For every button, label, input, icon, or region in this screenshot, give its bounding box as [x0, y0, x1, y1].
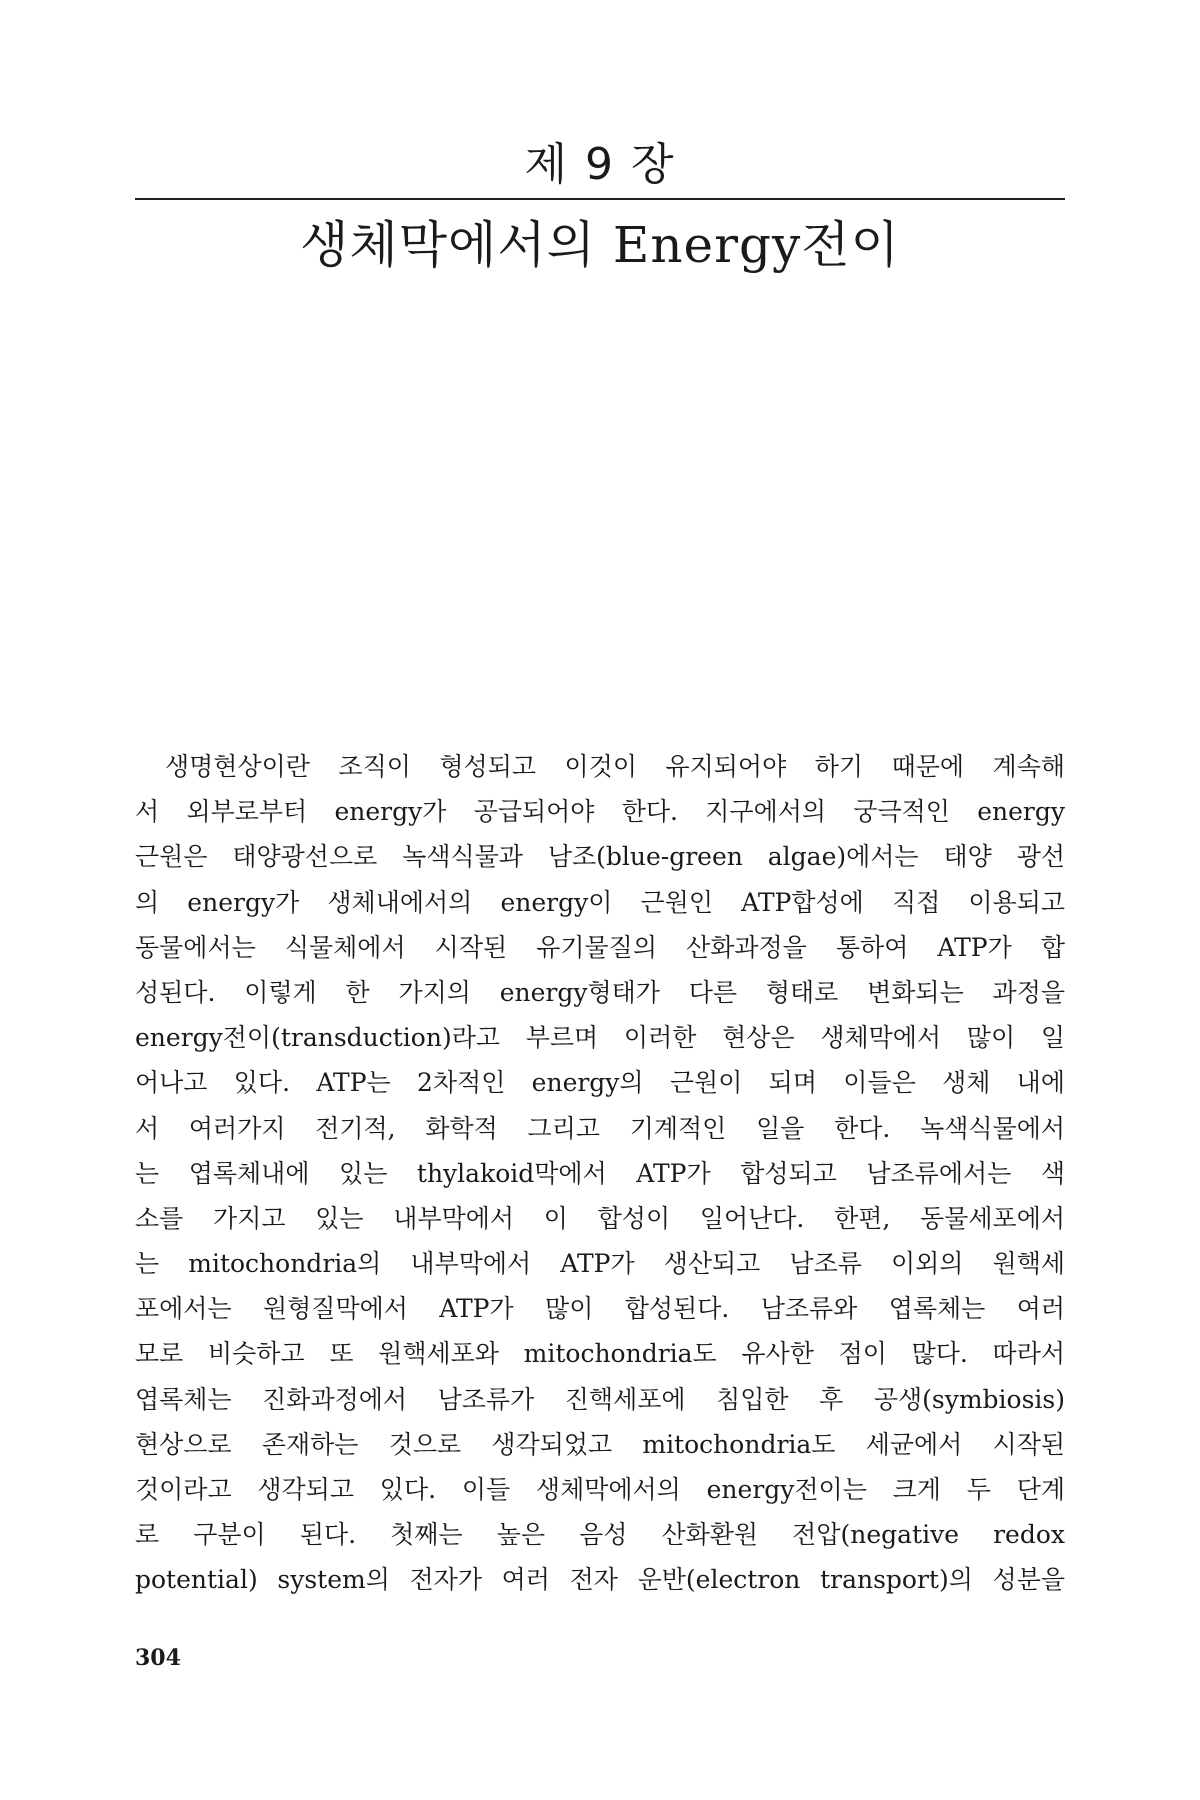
- text-line: 서 외부로부터 energy가 공급되어야 한다. 지구에서의 궁극적인 energy: [135, 797, 1065, 827]
- text-line: 는 엽록체내에 있는 thylakoid막에서 ATP가 합성되고 남조류에서는 색: [135, 1158, 1065, 1188]
- chapter-number: 제 9 장: [524, 139, 676, 190]
- text-line: 서 여러가지 전기적, 화학적 그리고 기계적인 일을 한다. 녹색식물에서: [135, 1113, 1065, 1143]
- text-line: 모로 비슷하고 또 원핵세포와 mitochondria도 유사한 점이 많다. 따라서: [135, 1339, 1065, 1369]
- text-line: potential) system의 전자가 여러 전자 운반(electron transport)의 성분을: [135, 1565, 1065, 1595]
- text-line: energy전이(transduction)라고 부르며 이러한 현상은 생체막에서 많이 일: [135, 1023, 1065, 1053]
- title-divider: [135, 198, 1065, 200]
- text-line: 엽록체는 진화과정에서 남조류가 진핵세포에 침입한 후 공생(symbiosis): [135, 1384, 1065, 1414]
- text-line: 로 구분이 된다. 첫째는 높은 음성 산화환원 전압(negative redox: [135, 1520, 1065, 1550]
- chapter-title: 생체막에서의 Energy전이: [300, 216, 900, 274]
- text-line: 의 energy가 생체내에서의 energy이 근원인 ATP합성에 직접 이용되고: [135, 887, 1065, 917]
- text-line: 것이라고 생각되고 있다. 이들 생체막에서의 energy전이는 크게 두 단계: [135, 1475, 1065, 1504]
- text-line: 소를 가지고 있는 내부막에서 이 합성이 일어난다. 한편, 동물세포에서: [135, 1203, 1065, 1233]
- text-line: 근원은 태양광선으로 녹색식물과 남조(blue-green algae)에서는 태양 광선: [135, 842, 1065, 872]
- text-line: 포에서는 원형질막에서 ATP가 많이 합성된다. 남조류와 엽록체는 여러: [135, 1294, 1065, 1324]
- text-line: 생명현상이란 조직이 형성되고 이것이 유지되어야 하기 때문에 계속해: [165, 752, 1065, 781]
- text-line: 는 mitochondria의 내부막에서 ATP가 생산되고 남조류 이외의 원핵세: [135, 1249, 1065, 1279]
- text-line: 동물에서는 식물체에서 시작된 유기물질의 산화과정을 통하여 ATP가 합: [135, 932, 1065, 962]
- text-line: 어나고 있다. ATP는 2차적인 energy의 근원이 되며 이들은 생체 내에: [135, 1068, 1065, 1098]
- text-line: 성된다. 이렇게 한 가지의 energy형태가 다른 형태로 변화되는 과정을: [135, 977, 1065, 1007]
- body-paragraph: [135, 744, 1065, 1603]
- text-line: 현상으로 존재하는 것으로 생각되었고 mitochondria도 세균에서 시작된: [135, 1429, 1065, 1459]
- page-number: 304: [135, 1645, 181, 1671]
